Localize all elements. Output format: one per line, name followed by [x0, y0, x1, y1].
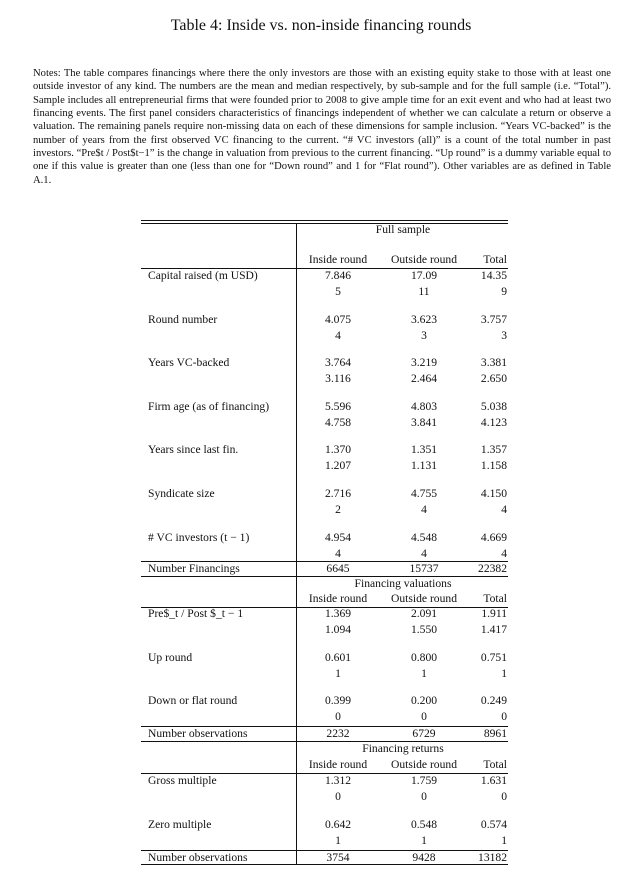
mean-value: 4.803 [410, 399, 438, 413]
mean-value: 1.911 [481, 607, 507, 620]
row-label: Years VC-backed [148, 356, 230, 370]
mean-value: 0.601 [324, 650, 352, 664]
row-label: Capital raised (m USD) [148, 269, 258, 282]
median-value: 1.158 [480, 459, 507, 473]
row-label: Syndicate size [148, 487, 215, 500]
median-value: 1.550 [410, 623, 438, 636]
count-label: Number observations [148, 727, 248, 740]
mean-value: 4.150 [480, 487, 507, 500]
column-divider [296, 742, 297, 864]
row-label: Pre$_t / Post $_t − 1 [148, 607, 244, 620]
mean-value: 0.249 [480, 694, 507, 708]
column-divider [296, 577, 297, 741]
mean-value: 5.038 [480, 399, 507, 413]
table-notes: Notes: The table compares financings where there the only investors are those with an existing equity stake to those with at least one outside investor of any kind. The numbers are the mean and median respectively, by sub-sample and for the full sample (i.e. “Total”). Sample includes all entrepreneurial firms that were founded prior to 2008 to give ample time for an exit event and who had at least two financing events. The first panel considers characteristics of financings independent of whether we can calculate a return or observe a valuation. The remaining panels require non-missing data on each of these dimensions for sample inclusion. “Years VC-backed” is the number of years from the first observed VC financing to the current. “# VC investors (all)” is a count of the total number in past investors. “Pre$t / Post$t−1” is the change in valuation from previous to the current financing. “Up round” is a dummy variable equal to one if this value is greater than one (less than one for “Down round” and 1 for “Flat round”). Other variables are as defined in Table A.1. [33, 68, 611, 186]
mean-value: 2.091 [410, 607, 438, 620]
row-label: Round number [148, 312, 218, 326]
mean-value: 1.759 [410, 774, 438, 787]
mean-value: 14.35 [480, 269, 507, 282]
column-header: Total [483, 758, 507, 771]
median-value: 2 [335, 503, 341, 516]
mean-value: 1.369 [324, 607, 352, 620]
median-value: 1 [335, 833, 341, 847]
median-value: 3.841 [410, 415, 438, 429]
mean-value: 3.757 [480, 312, 507, 326]
median-value: 3 [421, 328, 427, 342]
column-header: Inside round [308, 253, 368, 266]
count-value: 15737 [409, 562, 439, 575]
median-value: 11 [418, 285, 430, 298]
mean-value: 4.548 [410, 530, 438, 544]
count-value: 6729 [412, 727, 436, 740]
median-value: 1.417 [480, 623, 507, 636]
count-value: 3754 [326, 851, 350, 864]
row-label: Years since last fin. [148, 443, 239, 457]
top-double-rule [141, 220, 508, 221]
mean-value: 1.631 [480, 774, 507, 787]
median-value: 1 [501, 833, 507, 847]
column-header: Inside round [308, 758, 368, 771]
mean-value: 1.351 [410, 443, 438, 457]
data-table [141, 0, 508, 885]
count-value: 2232 [326, 727, 350, 740]
median-value: 4 [501, 546, 507, 560]
mean-value: 4.755 [410, 487, 438, 500]
median-value: 3.116 [325, 372, 351, 386]
median-value: 0 [335, 710, 341, 724]
mean-value: 3.764 [324, 356, 352, 370]
column-header: Total [483, 253, 507, 266]
column-header: Outside round [390, 253, 457, 266]
mean-value: 17.09 [410, 269, 438, 282]
mean-value: 3.623 [410, 312, 438, 326]
column-header: Inside round [308, 592, 368, 605]
median-value: 4.123 [480, 415, 507, 429]
mean-value: 5.596 [324, 399, 352, 413]
mean-value: 0.548 [410, 817, 438, 831]
median-value: 1.207 [324, 459, 352, 473]
count-value: 13182 [478, 851, 507, 864]
column-divider [296, 224, 297, 576]
mean-value: 3.381 [480, 356, 507, 370]
table-title: Table 4: Inside vs. non-inside financing rounds [170, 17, 472, 34]
median-value: 0 [421, 790, 427, 803]
median-value: 0 [501, 710, 507, 724]
median-value: 0 [421, 710, 427, 724]
count-value: 22382 [478, 562, 507, 575]
median-value: 3 [501, 328, 507, 342]
median-value: 2.650 [480, 372, 507, 386]
mean-value: 0.751 [480, 650, 507, 664]
median-value: 2.464 [410, 372, 438, 386]
count-label: Number Financings [148, 562, 240, 575]
mean-value: 0.800 [410, 650, 438, 664]
mean-value: 1.357 [480, 443, 507, 457]
median-value: 4 [421, 503, 427, 516]
mean-value: 3.219 [410, 356, 438, 370]
median-value: 1 [335, 666, 341, 680]
row-label: # VC investors (t − 1) [148, 530, 250, 544]
median-value: 4 [501, 503, 507, 516]
mean-value: 7.846 [324, 269, 352, 282]
median-value: 0 [335, 790, 341, 803]
mean-value: 0.642 [324, 817, 352, 831]
mean-value: 0.200 [410, 694, 438, 708]
row-label: Gross multiple [148, 774, 217, 787]
median-value: 1 [501, 666, 507, 680]
mean-value: 4.954 [324, 530, 352, 544]
row-label: Down or flat round [148, 694, 238, 708]
mean-value: 0.399 [324, 694, 352, 708]
column-header: Outside round [390, 758, 457, 771]
median-value: 1.131 [410, 459, 438, 473]
mean-value: 1.312 [324, 774, 352, 787]
median-value: 5 [335, 285, 341, 298]
row-label: Zero multiple [148, 817, 212, 831]
count-rule [141, 864, 508, 865]
median-value: 1 [421, 833, 427, 847]
count-label: Number observations [148, 851, 248, 864]
count-value: 8961 [483, 727, 507, 740]
panel-title: Financing valuations [354, 577, 452, 590]
mean-value: 2.716 [324, 487, 352, 500]
median-value: 4.758 [324, 415, 352, 429]
median-value: 0 [501, 790, 507, 803]
median-value: 9 [501, 285, 507, 298]
column-header: Outside round [390, 592, 457, 605]
panel-title: Financing returns [362, 742, 444, 755]
row-label: Firm age (as of financing) [148, 399, 270, 413]
median-value: 4 [335, 546, 341, 560]
column-header: Total [483, 592, 507, 605]
count-value: 9428 [412, 851, 436, 864]
panel-title: Full sample [375, 223, 431, 236]
mean-value: 1.370 [324, 443, 352, 457]
median-value: 1.094 [324, 623, 352, 636]
row-label: Up round [148, 650, 193, 664]
mean-value: 4.075 [324, 312, 352, 326]
mean-value: 0.574 [480, 817, 507, 831]
median-value: 4 [421, 546, 427, 560]
count-value: 6645 [326, 562, 350, 575]
mean-value: 4.669 [480, 530, 507, 544]
median-value: 4 [335, 328, 341, 342]
median-value: 1 [421, 666, 427, 680]
